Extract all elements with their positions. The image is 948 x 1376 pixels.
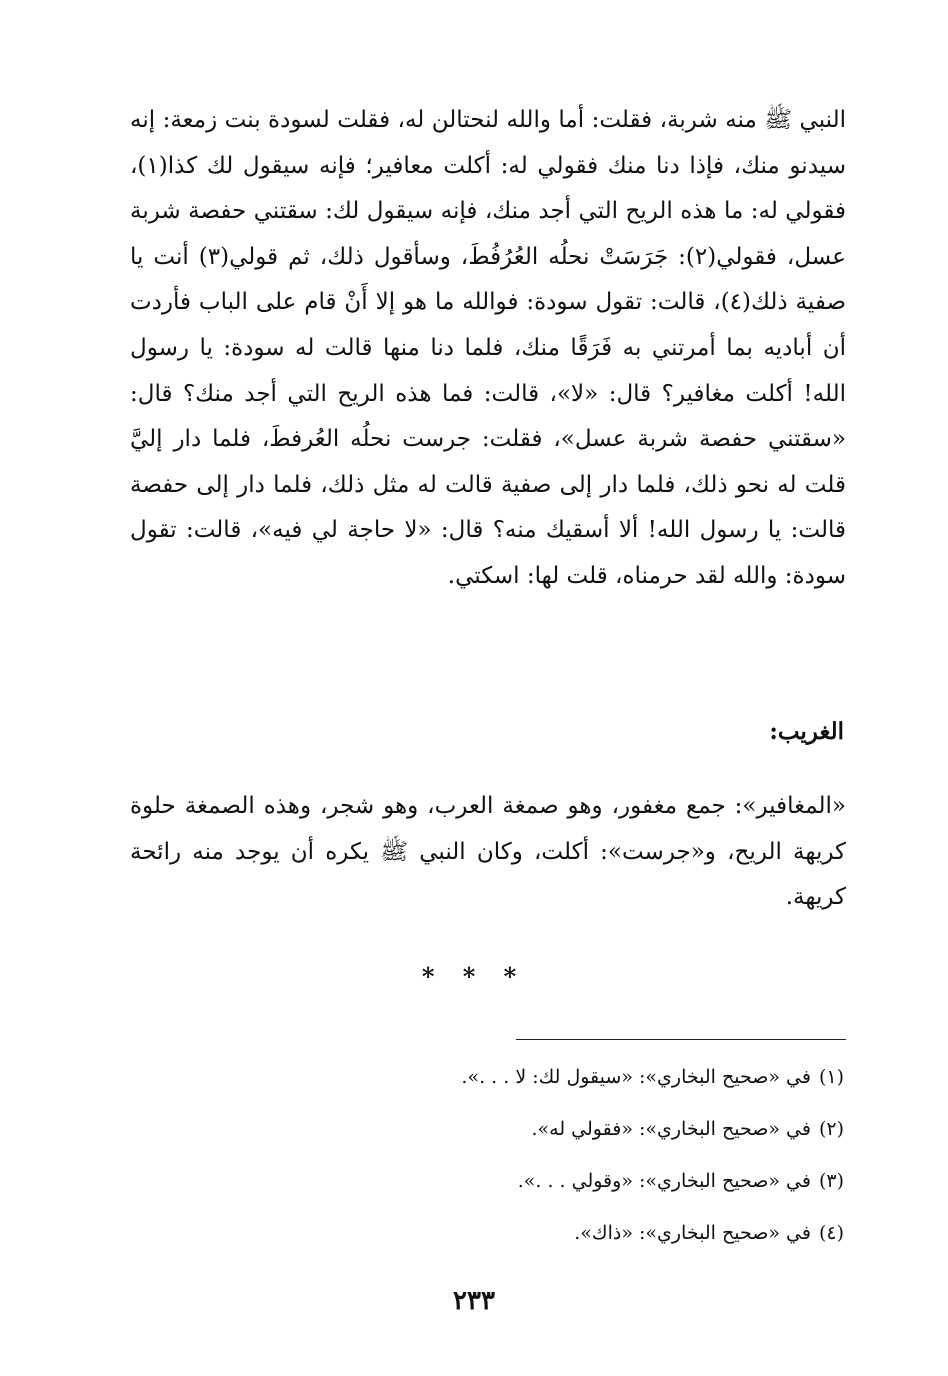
section-separator: * * * (421, 962, 527, 991)
footnote-number: (٣) (818, 1170, 844, 1192)
footnotes-list (324, 1062, 844, 1270)
footnote-text: في «صحيح البخاري»: «ذاك». (574, 1222, 811, 1244)
gharib-heading: الغريب: (769, 718, 844, 745)
main-paragraph: النبي ﷺ منه شربة، فقلت: أما والله لنحتالن له، فقلت لسودة بنت زمعة: إنه سيدنو منك، فإذا دنا منك فقولي له: أكلت معافير؛ فإنه سيقول لك كذا(١)، فقولي له: ما هذه الريح التي أجد منك، فإنه سيقول لك: سقتني حفصة شربة عسل، فقولي(٢): جَرَسَتْ نحلُه العُرُفُطَ، وسأقول ذلك، ثم قولي(٣) أنت يا صفية ذلك(٤)، قالت: تقول سودة: فوالله ما هو إلا أَنْ قام على الباب فأردت أن أباديه بما أمرتني به فَرَقًا منك، فلما دنا منها قالت له سودة: يا رسول الله! أكلت مغافير؟ قال: «لا»، قالت: فما هذه الريح التي أجد منك؟ قال: «سقتني حفصة شربة عسل»، فقلت: جرست نحلُه العُرفطَ، فلما دار إليَّ قلت له نحو ذلك، فلما دار إلى صفية قالت له مثل ذلك، فلما دار إلى حفصة قالت: يا رسول الله! ألا أسقيك منه؟ قال: «لا حاجة لي فيه»، قالت: تقول سودة: والله لقد حرمناه، قلت لها: اسكتي. (130, 107, 846, 589)
footnote-text: في «صحيح البخاري»: «فقولي له». (531, 1118, 811, 1140)
footnote-item (324, 1114, 844, 1166)
gharib-paragraph: «المغافير»: جمع مغفور، وهو صمغة العرب، وهو شجر، وهذه الصمغة حلوة كريهة الريح، و«جرست»: أكلت، وكان النبي ﷺ يكره أن يوجد منه رائحة كريهة. (130, 793, 846, 911)
footnote-number: (٤) (818, 1222, 844, 1244)
footnote-number: (٢) (818, 1118, 844, 1140)
footnote-item (324, 1166, 844, 1218)
footnote-item (324, 1062, 844, 1114)
footnote-number: (١) (818, 1066, 844, 1088)
page-number: ٢٣٣ (453, 1286, 495, 1316)
footnote-text: في «صحيح البخاري»: «سيقول لك: لا . . .». (461, 1066, 811, 1088)
footnote-divider (516, 1039, 846, 1040)
footnote-text: في «صحيح البخاري»: «وقولي . . .». (517, 1170, 811, 1192)
footnote-item (324, 1218, 844, 1270)
